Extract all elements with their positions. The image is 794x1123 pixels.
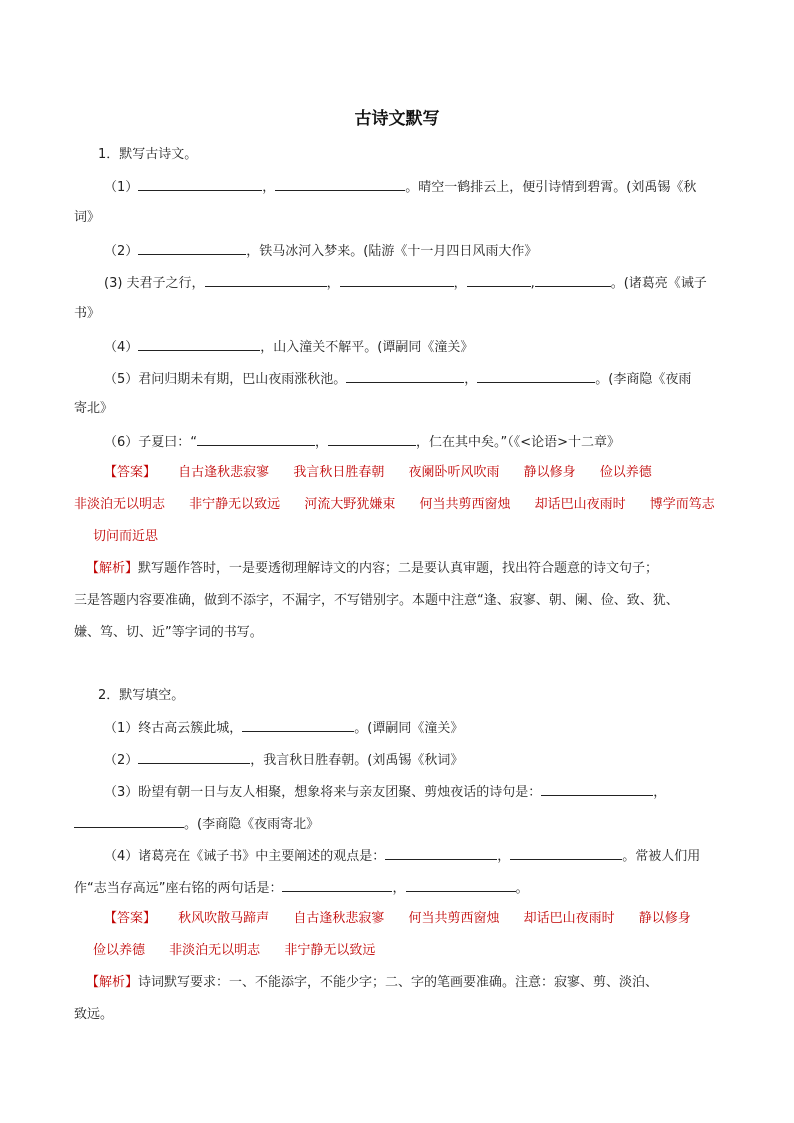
answer-blank [138, 750, 250, 764]
q2-answer-line-2 [93, 942, 375, 960]
answer-blank [510, 846, 622, 860]
item-text: 。(谭嗣同《潼关》 [354, 721, 464, 736]
answer-item: 非淡泊无以明志 [169, 943, 261, 958]
item-number: （4） [104, 340, 139, 355]
answer-blank [205, 273, 327, 287]
item-number: （1） [104, 180, 139, 195]
answer-item: 非淡泊无以明志 [74, 497, 166, 512]
q2-analysis-line-2: 致远。 [74, 1007, 114, 1022]
q2-analysis-line-1 [86, 974, 658, 992]
item-text: 作“志当存高远”座右铭的两句话是： [74, 881, 283, 896]
q1-item-3-continued: 书》 [74, 306, 101, 321]
answer-blank [282, 878, 392, 892]
answer-item: 非宁静无以致远 [284, 943, 376, 958]
analysis-tag: 【解析】 [86, 975, 139, 990]
answer-blank [328, 432, 416, 446]
answer-blank [138, 337, 260, 351]
q1-analysis-line-1 [86, 560, 658, 578]
answer-item: 静以修身 [638, 911, 691, 926]
q1-analysis-line-3: 嫌、笃、切、近”等字词的书写。 [74, 625, 263, 640]
q1-analysis-line-2: 三是答题内容要准确，做到不添字，不漏字，不写错别字。本题中注意“逢、寂寥、朝、阑、俭、致、犹、 [74, 593, 679, 608]
item-text: 。常被人们用 [622, 849, 701, 864]
q2-item-3: （3）盼望有朝一日与友人相聚，想象将来与亲友团聚、剪烛夜话的诗句是： ， [104, 782, 666, 802]
answer-blank [385, 846, 497, 860]
item-text: （6）子夏曰：“ [104, 435, 198, 450]
q2-heading: 2．默写填空。 [98, 688, 185, 703]
q1-item-5-continued: 寄北》 [74, 401, 114, 416]
q1-answer-line-1 [104, 464, 652, 482]
q2-item-1 [104, 718, 463, 738]
item-text: 。(李商隐《夜雨寄北》 [184, 817, 320, 832]
answer-item: 何当共剪西窗烛 [419, 497, 511, 512]
answer-item: 博学而笃志 [649, 497, 715, 512]
q1-item-4 [104, 337, 473, 357]
q1-item-6: （6）子夏曰：“ ， ，仁在其中矣。”（《<论语>十二章》 [104, 432, 620, 452]
answer-item: 自古逢秋悲寂寥 [178, 465, 270, 480]
item-text: （1）终古高云簇此城， [104, 721, 243, 736]
answer-item: 切问而近思 [93, 529, 159, 544]
q1-item-2 [104, 241, 537, 261]
item-text: 。晴空一鹤排云上，便引诗情到碧霄。(刘禹锡《秋 [405, 180, 697, 195]
answer-blank [477, 369, 595, 383]
answer-item: 秋风吹散马蹄声 [178, 911, 270, 926]
answer-item: 却话巴山夜雨时 [534, 497, 626, 512]
analysis-text: 默写题作答时，一是要透彻理解诗文的内容；二是要认真审题，找出符合题意的诗文句子； [138, 561, 659, 576]
answer-blank [340, 273, 454, 287]
q1-item-5: （5）君问归期未有期，巴山夜雨涨秋池。 ， 。(李商隐《夜雨 [104, 369, 691, 389]
item-text: ，仁在其中矣。”（《<论语>十二章》 [416, 435, 621, 450]
q1-answer-line-3 [93, 528, 158, 546]
answer-item: 静以修身 [523, 465, 576, 480]
answer-item: 俭以养德 [599, 465, 652, 480]
answer-tag: 【答案】 [104, 911, 157, 926]
answer-item: 我言秋日胜春朝 [293, 465, 385, 480]
q1-heading: 1．默写古诗文。 [98, 147, 198, 162]
answer-item: 却话巴山夜雨时 [523, 911, 615, 926]
item-text: ，我言秋日胜春朝。(刘禹锡《秋词》 [250, 753, 464, 768]
answer-blank [138, 241, 246, 255]
answer-blank [346, 369, 464, 383]
item-text: （4）诸葛亮在《诫子书》中主要阐述的观点是： [104, 849, 386, 864]
q2-item-3-continued [74, 814, 319, 834]
answer-blank [242, 718, 354, 732]
item-text: 。(李商隐《夜雨 [595, 372, 692, 387]
analysis-text: 诗词默写要求：一、不能添字，不能少字；二、字的笔画要准确。注意：寂寥、剪、淡泊、 [138, 975, 659, 990]
answer-blank [467, 273, 531, 287]
q1-item-1: （1） ， 。晴空一鹤排云上，便引诗情到碧霄。(刘禹锡《秋 [104, 177, 696, 197]
item-number: （2） [104, 244, 139, 259]
item-text: (3) 夫君子之行， [104, 276, 205, 291]
answer-item: 俭以养德 [93, 943, 146, 958]
answer-blank [541, 782, 653, 796]
item-text: ，山入潼关不解平。(谭嗣同《潼关》 [260, 340, 474, 355]
item-number: （2） [104, 753, 139, 768]
q1-item-1-continued: 词》 [74, 210, 101, 225]
q1-item-3: (3) 夫君子之行， ， ， , 。(诸葛亮《诫子 [104, 273, 707, 293]
item-text: ，铁马冰河入梦来。(陆游《十一月四日风雨大作》 [246, 244, 538, 259]
q2-answer-line-1 [104, 910, 691, 928]
answer-blank [197, 432, 315, 446]
answer-blank [74, 814, 184, 828]
q1-answer-line-2 [74, 496, 715, 514]
item-text: （5）君问归期未有期，巴山夜雨涨秋池。 [104, 372, 347, 387]
answer-item: 自古逢秋悲寂寥 [293, 911, 385, 926]
answer-blank [275, 177, 405, 191]
answer-tag: 【答案】 [104, 465, 157, 480]
item-text: 。(诸葛亮《诫子 [610, 276, 707, 291]
item-text: （3）盼望有朝一日与友人相聚，想象将来与亲友团聚、剪烛夜话的诗句是： [104, 785, 542, 800]
page-title: 古诗文默写 [354, 109, 440, 129]
answer-blank [535, 273, 611, 287]
answer-blank [406, 878, 516, 892]
q2-item-4: （4）诸葛亮在《诫子书》中主要阐述的观点是： ， 。常被人们用 [104, 846, 700, 866]
analysis-tag: 【解析】 [86, 561, 139, 576]
answer-item: 何当共剪西窗烛 [408, 911, 500, 926]
answer-item: 非宁静无以致远 [189, 497, 281, 512]
answer-item: 夜阑卧听风吹雨 [408, 465, 500, 480]
answer-item: 河流大野犹嫌束 [304, 497, 396, 512]
q2-item-4-continued: 作“志当存高远”座右铭的两句话是： ， 。 [74, 878, 529, 898]
answer-blank [138, 177, 262, 191]
q2-item-2 [104, 750, 463, 770]
